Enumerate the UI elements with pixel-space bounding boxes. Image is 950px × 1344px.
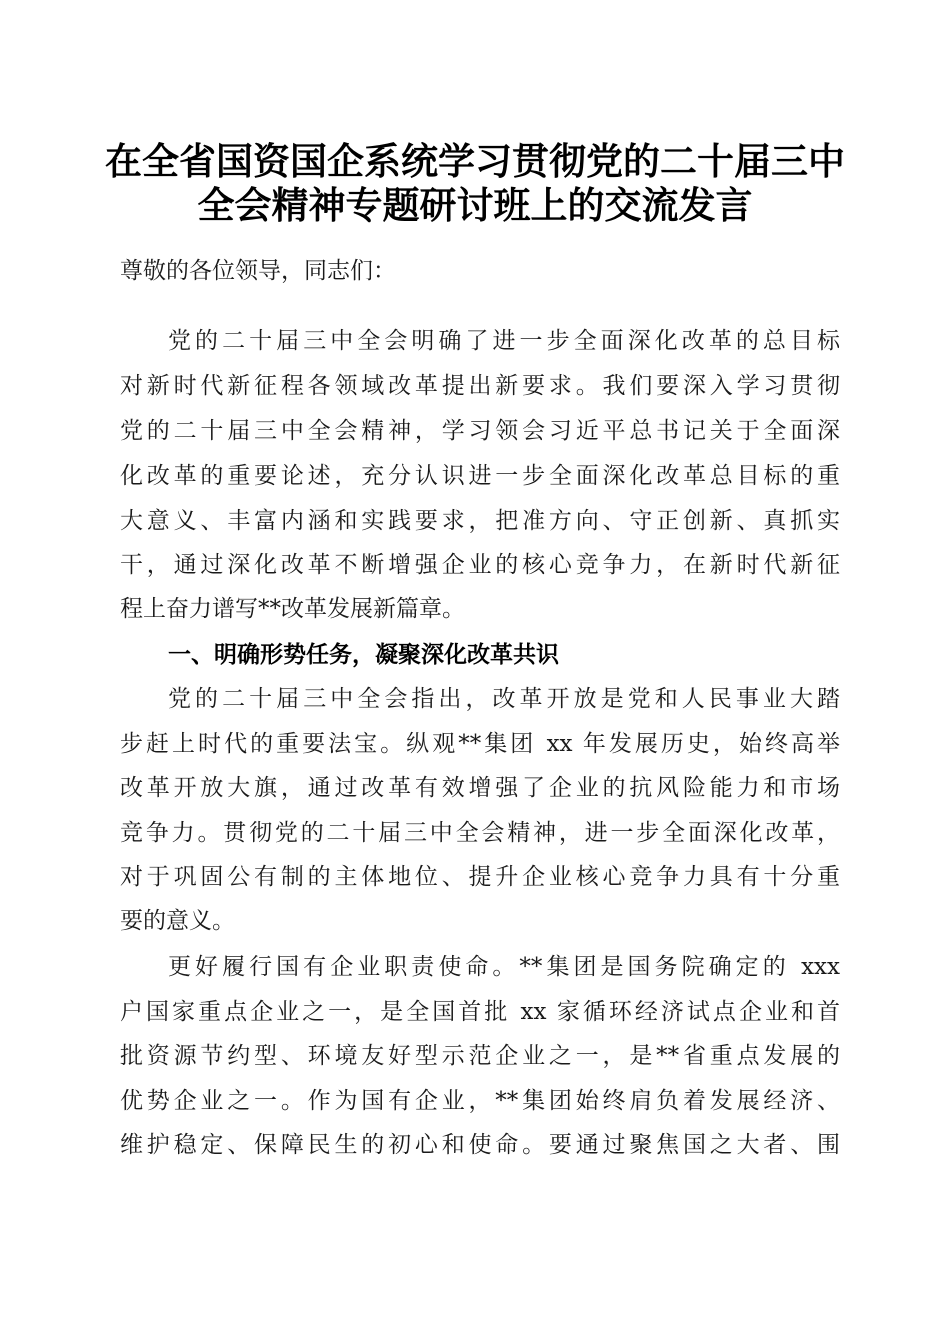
paragraph-2-line: 党的二十届三中全会指出，改革开放是党和人民事业大踏 bbox=[168, 686, 840, 712]
paragraph-2-line: 改革开放大旗，通过改革有效增强了企业的抗风险能力和市场 bbox=[120, 775, 840, 801]
paragraph-2-line: 要的意义。 bbox=[120, 908, 235, 934]
paragraph-2-line: 对于巩固公有制的主体地位、提升企业核心竞争力具有十分重 bbox=[120, 864, 840, 890]
paragraph-1-line: 大意义、丰富内涵和实践要求，把准方向、守正创新、真抓实 bbox=[120, 508, 840, 534]
paragraph-1-line: 党的二十届三中全会明确了进一步全面深化改革的总目标 bbox=[168, 328, 840, 354]
document-title-line-1: 在全省国资国企系统学习贯彻党的二十届三中 bbox=[105, 139, 845, 183]
salutation: 尊敬的各位领导，同志们： bbox=[120, 258, 396, 284]
paragraph-3-line: 批资源节约型、环境友好型示范企业之一，是**省重点发展的 bbox=[120, 1043, 840, 1069]
paragraph-1-line: 干，通过深化改革不断增强企业的核心竞争力，在新时代新征 bbox=[120, 552, 840, 578]
paragraph-3-line: 优势企业之一。作为国有企业，**集团始终肩负着发展经济、 bbox=[120, 1088, 840, 1114]
paragraph-2-line: 竞争力。贯彻党的二十届三中全会精神，进一步全面深化改革， bbox=[120, 820, 840, 846]
section-heading-1: 一、明确形势任务，凝聚深化改革共识 bbox=[168, 641, 559, 668]
paragraph-1-line: 程上奋力谱写**改革发展新篇章。 bbox=[120, 596, 465, 622]
paragraph-1-line: 化改革的重要论述，充分认识进一步全面深化改革总目标的重 bbox=[120, 463, 840, 489]
paragraph-3-line: 更好履行国有企业职责使命。**集团是国务院确定的 xxx bbox=[168, 954, 840, 980]
paragraph-3-line: 维护稳定、保障民生的初心和使命。要通过聚焦国之大者、围 bbox=[120, 1132, 840, 1158]
document-title-line-2: 全会精神专题研讨班上的交流发言 bbox=[197, 183, 753, 227]
paragraph-3-line: 户国家重点企业之一，是全国首批 xx 家循环经济试点企业和首 bbox=[120, 999, 840, 1025]
paragraph-1-line: 对新时代新征程各领域改革提出新要求。我们要深入学习贯彻 bbox=[120, 373, 840, 399]
paragraph-2-line: 步赶上时代的重要法宝。纵观**集团 xx 年发展历史，始终高举 bbox=[120, 731, 840, 757]
paragraph-1-line: 党的二十届三中全会精神，学习领会习近平总书记关于全面深 bbox=[120, 418, 840, 444]
